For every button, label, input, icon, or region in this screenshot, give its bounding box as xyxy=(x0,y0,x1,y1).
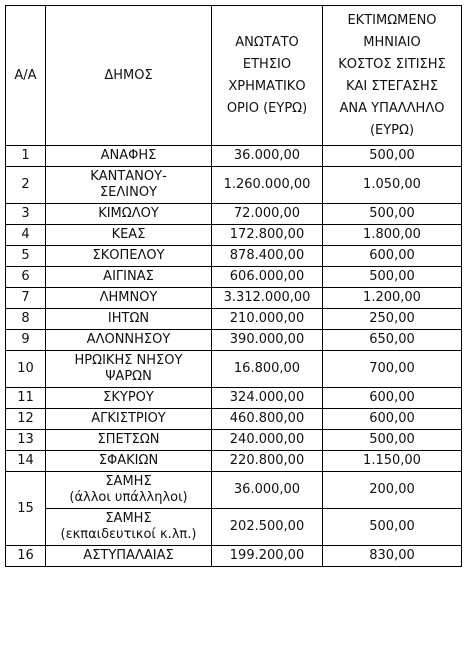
table-row xyxy=(6,388,462,409)
cell-monthly-cost: 1.050,00 xyxy=(323,167,462,204)
cell-monthly-cost: 1.800,00 xyxy=(323,225,462,246)
table-row xyxy=(6,472,462,509)
table-row xyxy=(6,267,462,288)
cell-monthly-cost: 1.150,00 xyxy=(323,451,462,472)
cell-monthly-cost: 500,00 xyxy=(323,204,462,225)
cell-municipality: ΛΗΜΝΟΥ xyxy=(46,288,212,309)
cell-aa: 14 xyxy=(6,451,46,472)
cell-annual-limit: 240.000,00 xyxy=(212,430,323,451)
cell-aa: 13 xyxy=(6,430,46,451)
cell-monthly-cost: 500,00 xyxy=(323,509,462,546)
cell-monthly-cost: 600,00 xyxy=(323,409,462,430)
cell-annual-limit: 199.200,00 xyxy=(212,546,323,567)
cell-aa: 5 xyxy=(6,246,46,267)
cell-annual-limit: 220.800,00 xyxy=(212,451,323,472)
cell-monthly-cost: 500,00 xyxy=(323,430,462,451)
cell-municipality: ΣΦΑΚΙΩΝ xyxy=(46,451,212,472)
cell-aa: 7 xyxy=(6,288,46,309)
cell-municipality: ΑΙΓΙΝΑΣ xyxy=(46,267,212,288)
document-page xyxy=(5,5,462,567)
table-row xyxy=(6,309,462,330)
table-row xyxy=(6,546,462,567)
municipality-cost-table xyxy=(5,5,462,567)
cell-monthly-cost: 1.200,00 xyxy=(323,288,462,309)
cell-aa: 15 xyxy=(6,472,46,546)
cell-annual-limit: 210.000,00 xyxy=(212,309,323,330)
cell-monthly-cost: 700,00 xyxy=(323,351,462,388)
cell-municipality: ΣΠΕΤΣΩΝ xyxy=(46,430,212,451)
table-row xyxy=(6,167,462,204)
cell-aa: 8 xyxy=(6,309,46,330)
table-row xyxy=(6,451,462,472)
cell-annual-limit: 3.312.000,00 xyxy=(212,288,323,309)
cell-municipality: ΑΛΟΝΝΗΣΟΥ xyxy=(46,330,212,351)
cell-aa: 1 xyxy=(6,146,46,167)
cell-monthly-cost: 650,00 xyxy=(323,330,462,351)
table-row xyxy=(6,330,462,351)
table-row xyxy=(6,351,462,388)
cell-municipality: ΚΙΜΩΛΟΥ xyxy=(46,204,212,225)
cell-monthly-cost: 500,00 xyxy=(323,146,462,167)
cell-municipality: ΣΑΜΗΣ (εκπαιδευτικοί κ.λπ.) xyxy=(46,509,212,546)
cell-aa: 3 xyxy=(6,204,46,225)
cell-monthly-cost: 600,00 xyxy=(323,246,462,267)
cell-municipality: ΚΑΝΤΑΝΟΥ- ΣΕΛΙΝΟΥ xyxy=(46,167,212,204)
table-row xyxy=(6,509,462,546)
cell-annual-limit: 606.000,00 xyxy=(212,267,323,288)
table-row xyxy=(6,246,462,267)
cell-monthly-cost: 250,00 xyxy=(323,309,462,330)
cell-municipality: ΣΚΥΡΟΥ xyxy=(46,388,212,409)
cell-municipality: ΗΡΩΙΚΗΣ ΝΗΣΟΥ ΨΑΡΩΝ xyxy=(46,351,212,388)
cell-monthly-cost: 600,00 xyxy=(323,388,462,409)
cell-monthly-cost: 200,00 xyxy=(323,472,462,509)
cell-aa: 6 xyxy=(6,267,46,288)
cell-aa: 2 xyxy=(6,167,46,204)
table-row xyxy=(6,409,462,430)
cell-monthly-cost: 500,00 xyxy=(323,267,462,288)
table-row xyxy=(6,225,462,246)
cell-aa: 10 xyxy=(6,351,46,388)
cell-annual-limit: 16.800,00 xyxy=(212,351,323,388)
cell-municipality: ΑΣΤΥΠΑΛΑΙΑΣ xyxy=(46,546,212,567)
header-municipality: ΔΗΜΟΣ xyxy=(46,6,212,146)
cell-municipality: ΑΝΑΦΗΣ xyxy=(46,146,212,167)
table-row xyxy=(6,288,462,309)
table-header-row xyxy=(6,6,462,146)
cell-annual-limit: 172.800,00 xyxy=(212,225,323,246)
cell-aa: 9 xyxy=(6,330,46,351)
cell-aa: 4 xyxy=(6,225,46,246)
cell-municipality: ΣΚΟΠΕΛΟΥ xyxy=(46,246,212,267)
cell-municipality: ΚΕΑΣ xyxy=(46,225,212,246)
cell-annual-limit: 390.000,00 xyxy=(212,330,323,351)
cell-annual-limit: 878.400,00 xyxy=(212,246,323,267)
table-row xyxy=(6,430,462,451)
header-monthly-cost: ΕΚΤΙΜΩΜΕΝΟ ΜΗΝΙΑΙΟ ΚΟΣΤΟΣ ΣΙΤΙΣΗΣ ΚΑΙ ΣΤΕΓΑΣΗΣ ΑΝΑ ΥΠΑΛΛΗΛΟ (ΕΥΡΩ) xyxy=(323,6,462,146)
cell-annual-limit: 324.000,00 xyxy=(212,388,323,409)
cell-municipality: ΑΓΚΙΣΤΡΙΟΥ xyxy=(46,409,212,430)
cell-annual-limit: 36.000,00 xyxy=(212,472,323,509)
cell-aa: 12 xyxy=(6,409,46,430)
cell-annual-limit: 1.260.000,00 xyxy=(212,167,323,204)
cell-municipality: ΙΗΤΩΝ xyxy=(46,309,212,330)
table-row xyxy=(6,146,462,167)
cell-annual-limit: 202.500,00 xyxy=(212,509,323,546)
cell-municipality: ΣΑΜΗΣ (άλλοι υπάλληλοι) xyxy=(46,472,212,509)
cell-annual-limit: 36.000,00 xyxy=(212,146,323,167)
cell-monthly-cost: 830,00 xyxy=(323,546,462,567)
cell-annual-limit: 72.000,00 xyxy=(212,204,323,225)
cell-aa: 16 xyxy=(6,546,46,567)
header-annual-limit: ΑΝΩΤΑΤΟ ΕΤΗΣΙΟ ΧΡΗΜΑΤΙΚΟ ΟΡΙΟ (ΕΥΡΩ) xyxy=(212,6,323,146)
cell-annual-limit: 460.800,00 xyxy=(212,409,323,430)
cell-aa: 11 xyxy=(6,388,46,409)
table-row xyxy=(6,204,462,225)
header-aa: Α/Α xyxy=(6,6,46,146)
